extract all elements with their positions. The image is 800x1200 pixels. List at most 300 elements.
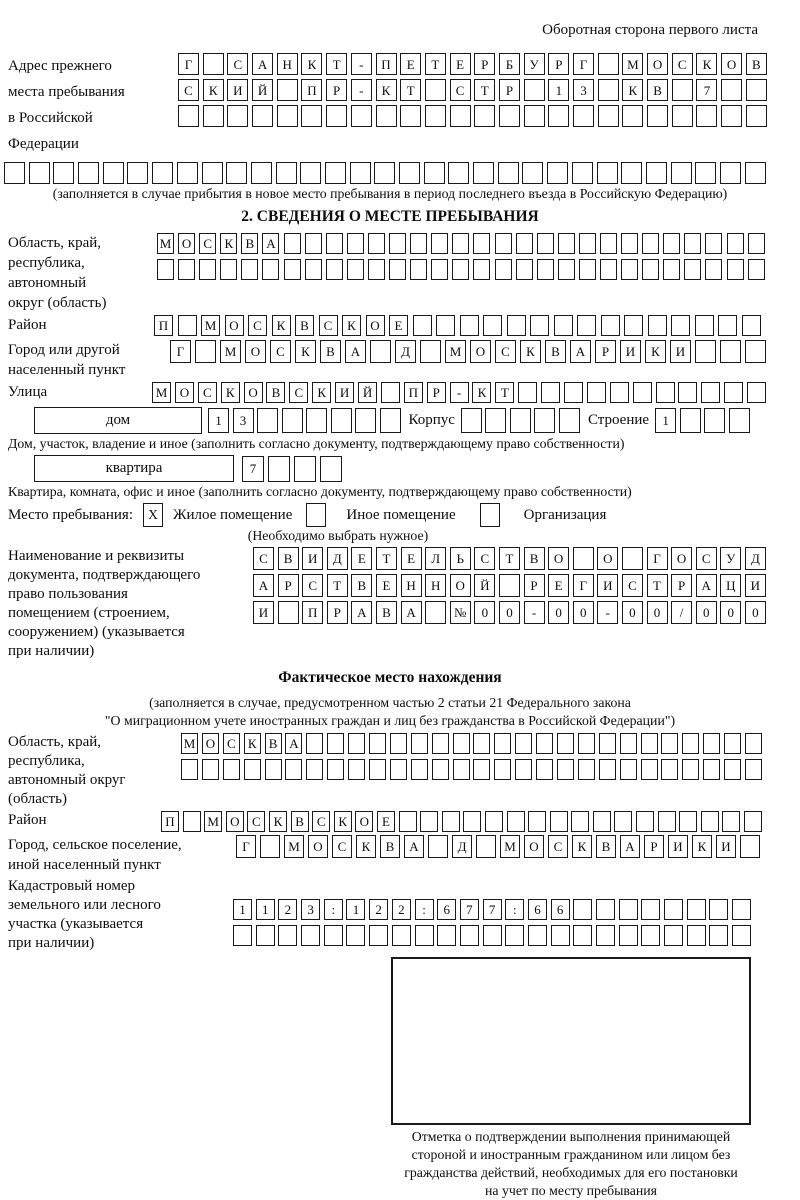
char-box (624, 315, 643, 336)
char-box (729, 408, 750, 433)
char-box (233, 925, 252, 946)
char-box (411, 733, 428, 754)
char-box: К (356, 835, 376, 858)
char-box (720, 340, 741, 363)
char-box: Й (252, 79, 273, 101)
char-box: А (252, 53, 273, 75)
char-box: Р (326, 79, 347, 101)
char-box: М (152, 382, 171, 403)
char-box (578, 733, 595, 754)
mesto-note: (Необходимо выбрать нужное) (247, 528, 429, 543)
char-box (326, 233, 343, 254)
field-fact-gorod (8, 835, 772, 875)
char-box: С (253, 547, 274, 570)
char-row (253, 601, 766, 624)
char-row (233, 899, 751, 920)
char-box: Р (474, 53, 495, 75)
char-box (348, 759, 365, 780)
char-box (515, 759, 532, 780)
char-box: / (671, 601, 692, 624)
char-box: : (505, 899, 524, 920)
char-box: 6 (528, 899, 547, 920)
char-box (709, 925, 728, 946)
char-box (306, 733, 323, 754)
char-box: С (495, 340, 516, 363)
char-box: - (450, 382, 469, 403)
char-box (642, 259, 659, 280)
char-box (453, 759, 470, 780)
char-box (203, 53, 224, 75)
char-box (452, 233, 469, 254)
char-box: 0 (745, 601, 766, 624)
char-box: В (380, 835, 400, 858)
char-box (564, 382, 583, 403)
char-row (461, 408, 580, 433)
char-box (251, 162, 272, 184)
char-box (599, 733, 616, 754)
char-box (390, 733, 407, 754)
char-row (208, 408, 401, 433)
char-box (661, 733, 678, 754)
char-box: Т (647, 574, 668, 597)
char-box (705, 259, 722, 280)
char-box (704, 408, 725, 433)
char-box: И (335, 382, 354, 403)
char-box: - (524, 601, 545, 624)
char-box (368, 259, 385, 280)
korpus-label: Корпус (408, 412, 455, 428)
char-box (178, 315, 197, 336)
char-box: С (622, 574, 643, 597)
char-box (600, 259, 617, 280)
char-box (227, 105, 248, 127)
char-box: Т (495, 382, 514, 403)
char-box (390, 759, 407, 780)
kadastr-label: Кадастровый номер земельного или лесного участка (указывается при наличии) (8, 878, 161, 951)
char-box (442, 811, 460, 832)
char-box (745, 733, 762, 754)
char-row (181, 759, 762, 780)
char-box: С (247, 811, 265, 832)
char-box: К (269, 811, 287, 832)
char-box (494, 733, 511, 754)
char-box (610, 382, 629, 403)
char-box (684, 233, 701, 254)
char-box (598, 53, 619, 75)
char-box: К (301, 53, 322, 75)
char-row (178, 53, 767, 75)
char-box (554, 315, 573, 336)
dom-box: дом (34, 407, 202, 434)
char-box: О (244, 382, 263, 403)
char-box: А (620, 835, 640, 858)
char-box (381, 382, 400, 403)
char-box (573, 105, 594, 127)
char-box: И (227, 79, 248, 101)
char-row (655, 408, 750, 433)
char-box: Е (376, 574, 397, 597)
oblast-grid (157, 233, 765, 280)
char-box (474, 105, 495, 127)
char-box: Т (376, 547, 397, 570)
char-box (621, 233, 638, 254)
char-box: О (647, 53, 668, 75)
char-box (577, 315, 596, 336)
char-box: К (221, 382, 240, 403)
fact-oblast-grid (181, 733, 762, 780)
char-box: К (220, 233, 237, 254)
char-box: С (289, 382, 308, 403)
char-box: К (295, 340, 316, 363)
field-ulitsa (8, 382, 772, 403)
char-box: М (622, 53, 643, 75)
stamp-box (391, 957, 751, 1125)
char-box (703, 759, 720, 780)
char-box: М (220, 340, 241, 363)
char-box: Д (395, 340, 416, 363)
char-box (732, 925, 751, 946)
char-box (226, 162, 247, 184)
char-box: С (198, 382, 217, 403)
field-prev-address (8, 53, 772, 157)
char-box (374, 162, 395, 184)
char-box (744, 811, 762, 832)
char-box (537, 259, 554, 280)
char-box (103, 162, 124, 184)
char-box: С (248, 315, 267, 336)
char-box: Е (389, 315, 408, 336)
char-box (285, 759, 302, 780)
char-box (460, 315, 479, 336)
char-box (178, 259, 195, 280)
char-box: № (450, 601, 471, 624)
char-box: Г (236, 835, 256, 858)
char-box (461, 408, 482, 433)
char-box: 7 (242, 456, 264, 482)
char-box (301, 925, 320, 946)
char-box (573, 925, 592, 946)
char-box (326, 105, 347, 127)
char-box: Г (178, 53, 199, 75)
char-box (658, 811, 676, 832)
char-box: К (334, 811, 352, 832)
char-box (157, 259, 174, 280)
char-box (682, 733, 699, 754)
char-box (724, 733, 741, 754)
field-kvartira (34, 455, 772, 482)
char-box (537, 233, 554, 254)
char-box (152, 162, 173, 184)
char-box: В (320, 340, 341, 363)
char-box (284, 233, 301, 254)
char-box: О (366, 315, 385, 336)
char-box: П (302, 601, 323, 624)
char-box: 1 (548, 79, 569, 101)
char-box (718, 315, 737, 336)
char-box (622, 105, 643, 127)
char-box (178, 105, 199, 127)
char-box: К (342, 315, 361, 336)
char-box (389, 233, 406, 254)
char-box: П (376, 53, 397, 75)
char-box (679, 811, 697, 832)
char-box (29, 162, 50, 184)
char-box (593, 811, 611, 832)
char-box: И (716, 835, 736, 858)
char-box: Р (524, 574, 545, 597)
char-row (157, 233, 765, 254)
char-box (587, 382, 606, 403)
char-box (53, 162, 74, 184)
char-box (432, 759, 449, 780)
char-row (242, 456, 342, 482)
char-box (473, 162, 494, 184)
inoe-label: Иное помещение (346, 506, 456, 523)
char-box (614, 811, 632, 832)
char-box (684, 259, 701, 280)
char-row (233, 925, 751, 946)
field-kadastr (8, 877, 772, 953)
prev-address-label: Адрес прежнего места пребывания в Российской Федерации (8, 58, 125, 152)
char-box: О (597, 547, 618, 570)
char-box: Б (499, 53, 520, 75)
char-box: Г (647, 547, 668, 570)
char-box (641, 899, 660, 920)
char-box (265, 759, 282, 780)
char-box (413, 315, 432, 336)
char-box: Л (425, 547, 446, 570)
char-box: Р (644, 835, 664, 858)
char-box (696, 105, 717, 127)
char-box (410, 259, 427, 280)
char-box (687, 899, 706, 920)
dom-note: Дом, участок, владение и иное (заполнить согласно документу, подтверждающему право собственности) (8, 436, 625, 451)
field-gorod (8, 340, 772, 380)
char-box (671, 162, 692, 184)
char-box (597, 162, 618, 184)
char-box (324, 925, 343, 946)
char-box (284, 259, 301, 280)
char-box (431, 233, 448, 254)
char-box: С (332, 835, 352, 858)
char-box: Ц (720, 574, 741, 597)
char-box: - (351, 53, 372, 75)
char-box (348, 733, 365, 754)
char-box (647, 105, 668, 127)
char-box (619, 899, 638, 920)
char-box: К (696, 53, 717, 75)
char-box: 6 (551, 899, 570, 920)
char-box: К (376, 79, 397, 101)
char-box (411, 759, 428, 780)
char-box (306, 759, 323, 780)
char-box: А (285, 733, 302, 754)
char-box (495, 259, 512, 280)
char-box (661, 759, 678, 780)
char-box (436, 315, 455, 336)
char-box (195, 340, 216, 363)
char-box (494, 759, 511, 780)
char-box: Т (327, 574, 348, 597)
char-box (746, 105, 767, 127)
char-box (558, 259, 575, 280)
char-box (671, 315, 690, 336)
char-box (663, 259, 680, 280)
char-box: М (445, 340, 466, 363)
mesto-label: Место пребывания: (8, 506, 133, 523)
char-box (541, 382, 560, 403)
char-box (578, 759, 595, 780)
char-box: Т (499, 547, 520, 570)
char-box: 2 (392, 899, 411, 920)
char-box: С (312, 811, 330, 832)
char-box: 7 (460, 899, 479, 920)
char-box (415, 925, 434, 946)
char-box (518, 382, 537, 403)
char-box: С (450, 79, 471, 101)
char-box (498, 162, 519, 184)
char-box (742, 315, 761, 336)
char-box (223, 759, 240, 780)
char-box (722, 811, 740, 832)
char-box (220, 259, 237, 280)
char-box (633, 382, 652, 403)
char-box (709, 899, 728, 920)
char-box (473, 233, 490, 254)
char-box (399, 811, 417, 832)
char-box (282, 408, 303, 433)
char-box: И (620, 340, 641, 363)
char-box: И (302, 547, 323, 570)
char-box: Т (326, 53, 347, 75)
char-box: Е (351, 547, 372, 570)
stamp-area (385, 957, 757, 1200)
char-box: Д (327, 547, 348, 570)
char-box (598, 79, 619, 101)
char-box: С (227, 53, 248, 75)
char-box (695, 162, 716, 184)
field-mesto-prebyvaniya (8, 503, 772, 527)
char-box (620, 759, 637, 780)
char-box (241, 259, 258, 280)
char-box: 7 (483, 899, 502, 920)
char-box: Е (450, 53, 471, 75)
char-box: Н (425, 574, 446, 597)
char-box (536, 733, 553, 754)
char-box (476, 835, 496, 858)
char-box: С (319, 315, 338, 336)
doc-label: Наименование и реквизиты документа, подтверждающего право пользования помещением (строением, сооружением) (указывается при наличии) (8, 548, 201, 659)
char-box: П (301, 79, 322, 101)
char-box (262, 259, 279, 280)
char-box (473, 759, 490, 780)
char-row (253, 574, 766, 597)
char-box (516, 259, 533, 280)
char-box (483, 315, 502, 336)
fact-note-2: "О миграционном учете иностранных граждан и лиц без гражданства в Российской Федерации") (104, 712, 676, 728)
char-box (745, 340, 766, 363)
char-box (257, 408, 278, 433)
char-box (294, 456, 316, 482)
char-box (705, 233, 722, 254)
char-box: Р (671, 574, 692, 597)
char-box: С (270, 340, 291, 363)
char-box: М (204, 811, 222, 832)
char-box (721, 105, 742, 127)
char-box: В (291, 811, 309, 832)
char-row (152, 382, 766, 403)
field-fact-oblast (8, 733, 772, 809)
char-box (642, 233, 659, 254)
char-box (425, 79, 446, 101)
char-box (522, 162, 543, 184)
gorod-label: Город или другой населенный пункт (8, 342, 126, 378)
char-box: Й (474, 574, 495, 597)
char-box (507, 811, 525, 832)
char-box: В (596, 835, 616, 858)
ulitsa-label: Улица (8, 384, 48, 400)
char-box (437, 925, 456, 946)
char-row (154, 315, 761, 336)
char-box (260, 835, 280, 858)
char-box: С (178, 79, 199, 101)
char-box (369, 733, 386, 754)
kvartira-box: квартира (34, 455, 234, 482)
char-box: Т (400, 79, 421, 101)
char-box: С (223, 733, 240, 754)
prev-address-grid (178, 53, 767, 127)
char-box: 1 (233, 899, 252, 920)
prev-address-note: (заполняется в случае прибытия в новое место пребывания в период последнего въезда в Российскую Федерацию) (52, 186, 728, 201)
char-box: М (157, 233, 174, 254)
char-box: К (692, 835, 712, 858)
oblast-label: Область, край, республика, автономный округ (область) (8, 235, 107, 311)
doc-grid (253, 547, 766, 624)
char-box (516, 233, 533, 254)
char-box: Е (401, 547, 422, 570)
kvartira-note: Квартира, комната, офис и иное (заполнить согласно документу, подтверждающему право собственности) (8, 484, 632, 499)
char-box: И (253, 601, 274, 624)
char-box (448, 162, 469, 184)
char-box: С (302, 574, 323, 597)
char-box (656, 382, 675, 403)
char-box (721, 79, 742, 101)
char-box (380, 408, 401, 433)
char-box: 0 (548, 601, 569, 624)
char-box: О (355, 811, 373, 832)
char-box (431, 259, 448, 280)
char-box (202, 759, 219, 780)
char-box (485, 408, 506, 433)
section2-title: 2. СВЕДЕНИЯ О МЕСТЕ ПРЕБЫВАНИЯ (241, 208, 539, 225)
char-box (558, 233, 575, 254)
raion-label: Район (8, 317, 47, 333)
char-box (557, 759, 574, 780)
char-box: И (745, 574, 766, 597)
char-box (678, 382, 697, 403)
char-box (244, 759, 261, 780)
char-box (425, 601, 446, 624)
char-box (646, 162, 667, 184)
char-row (181, 733, 762, 754)
char-box: А (262, 233, 279, 254)
org-checkbox (480, 503, 500, 527)
char-box (483, 925, 502, 946)
char-box: О (721, 53, 742, 75)
org-label: Организация (523, 506, 607, 523)
char-row (178, 79, 767, 101)
char-box (428, 835, 448, 858)
